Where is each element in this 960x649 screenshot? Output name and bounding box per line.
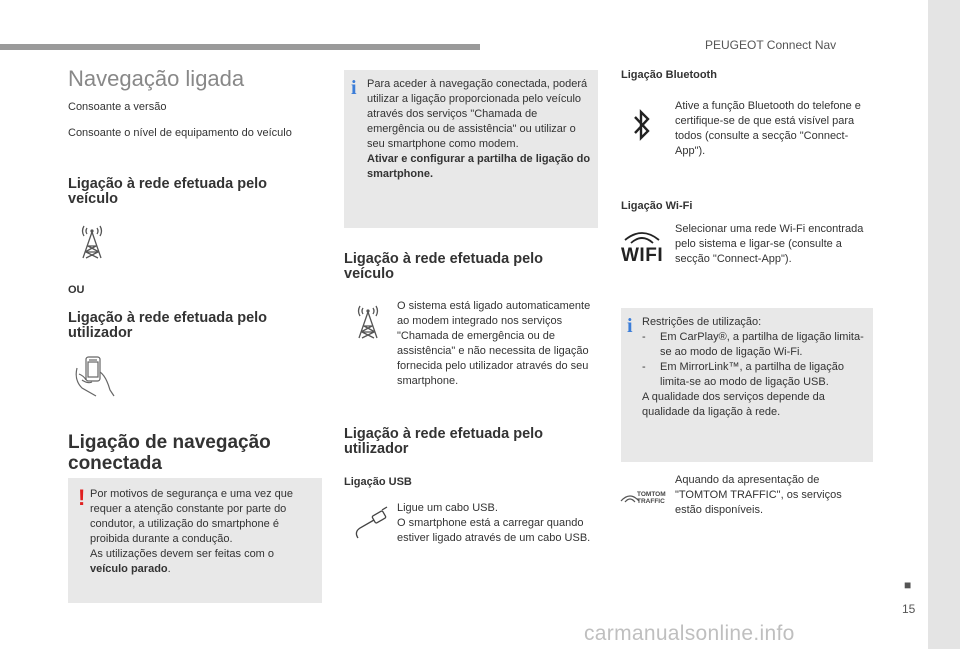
antenna-icon [352,302,384,342]
usb-title: Ligação USB [344,476,412,488]
bluetooth-title: Ligação Bluetooth [621,69,717,81]
info-icon: i [627,315,633,337]
tomtom-text: Aquando da apresentação de "TOMTOM TRAFFIC", os serviços estão disponíveis. [675,474,842,516]
warning-text: Por motivos de segurança e uma vez que requer a atenção constante por parte do condutor, a utilização do smartphone é proibida durante a condução. As utilizações devem ser feitas com o veículo parado. [90,488,294,575]
restrictions-text: Restrições de utilização: - Em CarPlay®, a partilha de ligação limita-se ao modo de ligação Wi-Fi. - Em MirrorLink™, a partilha de ligação limita-se ao modo de ligação USB. A qualidade dos serviços depende da qualidade da ligação à rede. [642,315,868,420]
or-separator: OU [68,284,85,296]
wifi-text: Selecionar uma rede Wi-Fi encontrada pelo sistema e ligar-se (consulte a secção "Connect-App"). [675,223,864,265]
page-edge-strip [928,0,960,649]
watermark: carmanualsonline.info [584,622,795,645]
heading-connected-navigation: Ligação de navegação conectada [68,432,271,474]
wifi-title: Ligação Wi-Fi [621,200,693,212]
bluetooth-text: Ative a função Bluetooth do telefone e certifique-se de que está visível para todos (consulte a secção "Connect-App"). [675,100,861,157]
header-brand: PEUGEOT Connect Nav [705,38,837,52]
warning-icon: ! [78,485,86,510]
tomtom-logo-text: TOMTOM TRAFFIC [637,491,666,505]
version-note: Consoante a versão [68,101,167,113]
heading-user-connection-2: Ligação à rede efetuada pelo utilizador [344,426,544,457]
heading-vehicle-connection-2: Ligação à rede efetuada pelo veículo [344,251,544,282]
antenna-icon [76,222,108,262]
wifi-arcs-icon [621,230,663,246]
info-icon: i [351,77,357,99]
equipment-note: Consoante o nível de equipamento do veículo [68,127,292,139]
page-number: 15 [902,602,916,616]
vehicle-connection-text: O sistema está ligado automaticamente ao modem integrado nos serviços "Chamada de emergência ou de assistência" e não necessita de ligação fornecida pelo utilizador através do seu smartphone. [397,300,591,387]
usb-text: Ligue um cabo USB. O smartphone está a carregar quando estiver ligado através de um cabo USB. [397,502,591,544]
header-rule [0,44,480,50]
heading-user-connection: Ligação à rede efetuada pelo utilizador [68,310,268,341]
heading-vehicle-connection: Ligação à rede efetuada pelo veículo [68,176,268,207]
bluetooth-icon [632,108,652,142]
info-text: Para aceder à navegação conectada, poderá utilizar a ligação proporcionada pelo veículo através dos serviços "Chamada de emergência ou de assistência" ou utilizar o seu smartphone como modem. Ativar e configurar a partilha de ligação do smartphone. [367,78,591,180]
info-box-restrictions [621,308,873,462]
usb-cable-icon [352,504,392,544]
info-box-connected-navigation [344,70,598,228]
wifi-logo-label: WIFI [621,245,664,266]
phone-in-hand-icon [70,354,118,400]
end-mark: ■ [904,578,912,592]
warning-box [68,478,322,603]
page-title: Navegação ligada [68,66,245,91]
